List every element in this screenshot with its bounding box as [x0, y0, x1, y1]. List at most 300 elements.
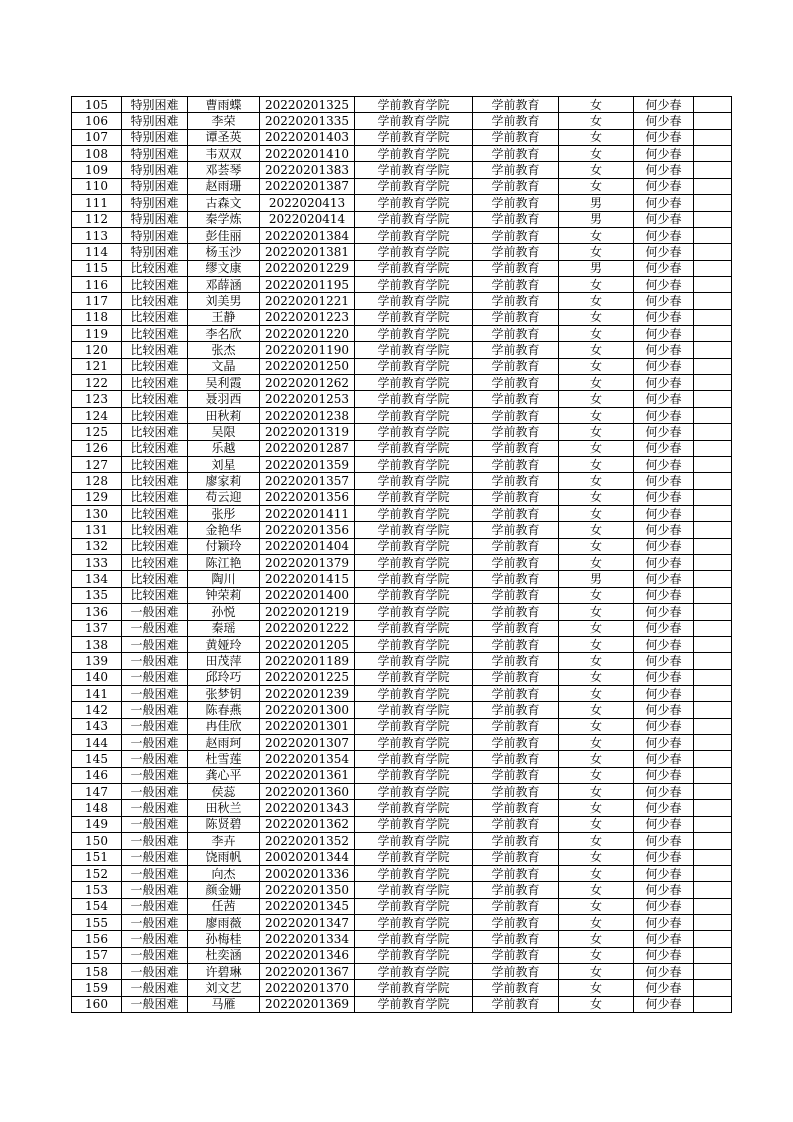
gender-cell: 女: [559, 293, 634, 309]
empty-cell: [694, 456, 732, 472]
gender-cell: 女: [559, 587, 634, 603]
difficulty-level-cell: 一般困难: [122, 882, 188, 898]
gender-cell: 女: [559, 129, 634, 145]
student-name-cell: 赵雨珊: [188, 178, 260, 194]
student-name-cell: 苟云迎: [188, 489, 260, 505]
student-name-cell: 秦学炼: [188, 211, 260, 227]
student-name-cell: 邓荟琴: [188, 162, 260, 178]
college-cell: 学前教育学院: [355, 702, 473, 718]
gender-cell: 女: [559, 636, 634, 652]
empty-cell: [694, 227, 732, 243]
empty-cell: [694, 440, 732, 456]
empty-cell: [694, 800, 732, 816]
student-id-cell: 20220201356: [260, 522, 355, 538]
row-number-cell: 114: [72, 244, 122, 260]
gender-cell: 女: [559, 947, 634, 963]
gender-cell: 女: [559, 931, 634, 947]
difficulty-level-cell: 比较困难: [122, 309, 188, 325]
row-number-cell: 151: [72, 849, 122, 865]
teacher-cell: 何少春: [634, 685, 694, 701]
student-name-cell: 金艳华: [188, 522, 260, 538]
difficulty-level-cell: 一般困难: [122, 914, 188, 930]
student-aid-table: [71, 96, 732, 1013]
gender-cell: 女: [559, 898, 634, 914]
table-row: [72, 784, 732, 800]
major-cell: 学前教育: [473, 604, 559, 620]
empty-cell: [694, 865, 732, 881]
row-number-cell: 160: [72, 996, 122, 1012]
teacher-cell: 何少春: [634, 898, 694, 914]
row-number-cell: 112: [72, 211, 122, 227]
college-cell: 学前教育学院: [355, 898, 473, 914]
major-cell: 学前教育: [473, 669, 559, 685]
row-number-cell: 133: [72, 555, 122, 571]
row-number-cell: 131: [72, 522, 122, 538]
table-row: [72, 620, 732, 636]
table-row: [72, 407, 732, 423]
major-cell: 学前教育: [473, 702, 559, 718]
difficulty-level-cell: 一般困难: [122, 604, 188, 620]
student-name-cell: 秦瑶: [188, 620, 260, 636]
table-row: [72, 931, 732, 947]
gender-cell: 女: [559, 276, 634, 292]
row-number-cell: 109: [72, 162, 122, 178]
difficulty-level-cell: 特别困难: [122, 227, 188, 243]
difficulty-level-cell: 比较困难: [122, 407, 188, 423]
empty-cell: [694, 784, 732, 800]
difficulty-level-cell: 比较困难: [122, 424, 188, 440]
college-cell: 学前教育学院: [355, 964, 473, 980]
teacher-cell: 何少春: [634, 244, 694, 260]
row-number-cell: 145: [72, 751, 122, 767]
major-cell: 学前教育: [473, 882, 559, 898]
student-id-cell: 20220201410: [260, 146, 355, 162]
difficulty-level-cell: 比较困难: [122, 522, 188, 538]
student-name-cell: 田秋莉: [188, 407, 260, 423]
student-name-cell: 赵雨珂: [188, 735, 260, 751]
student-id-cell: 20220201205: [260, 636, 355, 652]
college-cell: 学前教育学院: [355, 735, 473, 751]
major-cell: 学前教育: [473, 833, 559, 849]
teacher-cell: 何少春: [634, 97, 694, 113]
student-name-cell: 钟荣莉: [188, 587, 260, 603]
teacher-cell: 何少春: [634, 587, 694, 603]
table-row: [72, 195, 732, 211]
row-number-cell: 136: [72, 604, 122, 620]
major-cell: 学前教育: [473, 653, 559, 669]
major-cell: 学前教育: [473, 391, 559, 407]
table-row: [72, 473, 732, 489]
college-cell: 学前教育学院: [355, 751, 473, 767]
student-name-cell: 邱玲巧: [188, 669, 260, 685]
teacher-cell: 何少春: [634, 178, 694, 194]
difficulty-level-cell: 比较困难: [122, 571, 188, 587]
difficulty-level-cell: 比较困难: [122, 440, 188, 456]
table-row: [72, 604, 732, 620]
student-id-cell: 20020201336: [260, 865, 355, 881]
difficulty-level-cell: 比较困难: [122, 555, 188, 571]
empty-cell: [694, 489, 732, 505]
teacher-cell: 何少春: [634, 980, 694, 996]
difficulty-level-cell: 一般困难: [122, 718, 188, 734]
student-id-cell: 20220201229: [260, 260, 355, 276]
major-cell: 学前教育: [473, 784, 559, 800]
empty-cell: [694, 505, 732, 521]
major-cell: 学前教育: [473, 914, 559, 930]
major-cell: 学前教育: [473, 522, 559, 538]
table-row: [72, 882, 732, 898]
table-row: [72, 522, 732, 538]
row-number-cell: 122: [72, 375, 122, 391]
empty-cell: [694, 342, 732, 358]
teacher-cell: 何少春: [634, 473, 694, 489]
college-cell: 学前教育学院: [355, 555, 473, 571]
teacher-cell: 何少春: [634, 784, 694, 800]
student-name-cell: 冉佳欣: [188, 718, 260, 734]
student-id-cell: 20220201325: [260, 97, 355, 113]
row-number-cell: 155: [72, 914, 122, 930]
student-id-cell: 20220201367: [260, 964, 355, 980]
empty-cell: [694, 702, 732, 718]
table-row: [72, 309, 732, 325]
difficulty-level-cell: 一般困难: [122, 636, 188, 652]
major-cell: 学前教育: [473, 309, 559, 325]
difficulty-level-cell: 特别困难: [122, 244, 188, 260]
student-name-cell: 付颖玲: [188, 538, 260, 554]
empty-cell: [694, 473, 732, 489]
major-cell: 学前教育: [473, 375, 559, 391]
student-name-cell: 古森文: [188, 195, 260, 211]
row-number-cell: 129: [72, 489, 122, 505]
row-number-cell: 113: [72, 227, 122, 243]
row-number-cell: 110: [72, 178, 122, 194]
empty-cell: [694, 718, 732, 734]
student-id-cell: 20220201360: [260, 784, 355, 800]
table-row: [72, 964, 732, 980]
student-id-cell: 20220201352: [260, 833, 355, 849]
table-row: [72, 129, 732, 145]
student-id-cell: 20220201189: [260, 653, 355, 669]
student-id-cell: 20020201344: [260, 849, 355, 865]
row-number-cell: 139: [72, 653, 122, 669]
college-cell: 学前教育学院: [355, 505, 473, 521]
gender-cell: 女: [559, 735, 634, 751]
major-cell: 学前教育: [473, 538, 559, 554]
gender-cell: 女: [559, 996, 634, 1012]
major-cell: 学前教育: [473, 964, 559, 980]
college-cell: 学前教育学院: [355, 931, 473, 947]
table-row: [72, 211, 732, 227]
student-id-cell: 20220201350: [260, 882, 355, 898]
teacher-cell: 何少春: [634, 931, 694, 947]
teacher-cell: 何少春: [634, 702, 694, 718]
difficulty-level-cell: 比较困难: [122, 342, 188, 358]
student-name-cell: 缪文康: [188, 260, 260, 276]
student-id-cell: 20220201354: [260, 751, 355, 767]
row-number-cell: 158: [72, 964, 122, 980]
teacher-cell: 何少春: [634, 440, 694, 456]
student-name-cell: 黄娅玲: [188, 636, 260, 652]
teacher-cell: 何少春: [634, 996, 694, 1012]
teacher-cell: 何少春: [634, 833, 694, 849]
row-number-cell: 147: [72, 784, 122, 800]
gender-cell: 女: [559, 833, 634, 849]
college-cell: 学前教育学院: [355, 97, 473, 113]
college-cell: 学前教育学院: [355, 440, 473, 456]
empty-cell: [694, 669, 732, 685]
teacher-cell: 何少春: [634, 865, 694, 881]
difficulty-level-cell: 比较困难: [122, 505, 188, 521]
student-id-cell: 20220201387: [260, 178, 355, 194]
table-row: [72, 996, 732, 1012]
college-cell: 学前教育学院: [355, 636, 473, 652]
table-row: [72, 358, 732, 374]
college-cell: 学前教育学院: [355, 146, 473, 162]
empty-cell: [694, 276, 732, 292]
row-number-cell: 152: [72, 865, 122, 881]
gender-cell: 女: [559, 407, 634, 423]
college-cell: 学前教育学院: [355, 375, 473, 391]
difficulty-level-cell: 一般困难: [122, 751, 188, 767]
college-cell: 学前教育学院: [355, 473, 473, 489]
student-name-cell: 颜金姗: [188, 882, 260, 898]
empty-cell: [694, 113, 732, 129]
table-row: [72, 865, 732, 881]
table-row: [72, 538, 732, 554]
gender-cell: 女: [559, 718, 634, 734]
table-row: [72, 636, 732, 652]
empty-cell: [694, 620, 732, 636]
gender-cell: 女: [559, 146, 634, 162]
major-cell: 学前教育: [473, 146, 559, 162]
row-number-cell: 140: [72, 669, 122, 685]
college-cell: 学前教育学院: [355, 178, 473, 194]
major-cell: 学前教育: [473, 260, 559, 276]
gender-cell: 女: [559, 456, 634, 472]
empty-cell: [694, 964, 732, 980]
table-row: [72, 833, 732, 849]
student-name-cell: 侯蕊: [188, 784, 260, 800]
table-row: [72, 653, 732, 669]
table-row: [72, 227, 732, 243]
table-row: [72, 456, 732, 472]
student-id-cell: 20220201219: [260, 604, 355, 620]
college-cell: 学前教育学院: [355, 456, 473, 472]
major-cell: 学前教育: [473, 898, 559, 914]
major-cell: 学前教育: [473, 440, 559, 456]
empty-cell: [694, 178, 732, 194]
student-id-cell: 20220201415: [260, 571, 355, 587]
row-number-cell: 115: [72, 260, 122, 276]
empty-cell: [694, 129, 732, 145]
row-number-cell: 150: [72, 833, 122, 849]
empty-cell: [694, 604, 732, 620]
table-row: [72, 800, 732, 816]
empty-cell: [694, 358, 732, 374]
difficulty-level-cell: 一般困难: [122, 833, 188, 849]
college-cell: 学前教育学院: [355, 833, 473, 849]
major-cell: 学前教育: [473, 735, 559, 751]
student-name-cell: 李卉: [188, 833, 260, 849]
row-number-cell: 108: [72, 146, 122, 162]
empty-cell: [694, 97, 732, 113]
table-row: [72, 342, 732, 358]
teacher-cell: 何少春: [634, 162, 694, 178]
gender-cell: 女: [559, 489, 634, 505]
gender-cell: 女: [559, 669, 634, 685]
empty-cell: [694, 587, 732, 603]
teacher-cell: 何少春: [634, 882, 694, 898]
difficulty-level-cell: 特别困难: [122, 195, 188, 211]
difficulty-level-cell: 一般困难: [122, 653, 188, 669]
student-name-cell: 曹雨蝶: [188, 97, 260, 113]
table-row: [72, 914, 732, 930]
teacher-cell: 何少春: [634, 358, 694, 374]
difficulty-level-cell: 比较困难: [122, 456, 188, 472]
teacher-cell: 何少春: [634, 653, 694, 669]
difficulty-level-cell: 特别困难: [122, 129, 188, 145]
teacher-cell: 何少春: [634, 849, 694, 865]
student-name-cell: 陈贤碧: [188, 816, 260, 832]
major-cell: 学前教育: [473, 718, 559, 734]
row-number-cell: 116: [72, 276, 122, 292]
college-cell: 学前教育学院: [355, 587, 473, 603]
table-row: [72, 767, 732, 783]
college-cell: 学前教育学院: [355, 227, 473, 243]
teacher-cell: 何少春: [634, 735, 694, 751]
difficulty-level-cell: 特别困难: [122, 162, 188, 178]
teacher-cell: 何少春: [634, 342, 694, 358]
major-cell: 学前教育: [473, 129, 559, 145]
student-id-cell: 20220201362: [260, 816, 355, 832]
major-cell: 学前教育: [473, 505, 559, 521]
table-row: [72, 735, 732, 751]
teacher-cell: 何少春: [634, 620, 694, 636]
student-id-cell: 2022020414: [260, 211, 355, 227]
teacher-cell: 何少春: [634, 391, 694, 407]
row-number-cell: 148: [72, 800, 122, 816]
gender-cell: 女: [559, 391, 634, 407]
row-number-cell: 124: [72, 407, 122, 423]
student-name-cell: 乐越: [188, 440, 260, 456]
college-cell: 学前教育学院: [355, 424, 473, 440]
row-number-cell: 141: [72, 685, 122, 701]
student-name-cell: 张杰: [188, 342, 260, 358]
gender-cell: 女: [559, 244, 634, 260]
major-cell: 学前教育: [473, 211, 559, 227]
teacher-cell: 何少春: [634, 276, 694, 292]
college-cell: 学前教育学院: [355, 407, 473, 423]
student-name-cell: 聂羽西: [188, 391, 260, 407]
table-row: [72, 669, 732, 685]
major-cell: 学前教育: [473, 178, 559, 194]
student-name-cell: 陶川: [188, 571, 260, 587]
college-cell: 学前教育学院: [355, 276, 473, 292]
student-id-cell: 20220201239: [260, 685, 355, 701]
student-id-cell: 20220201335: [260, 113, 355, 129]
teacher-cell: 何少春: [634, 571, 694, 587]
empty-cell: [694, 751, 732, 767]
table-row: [72, 260, 732, 276]
difficulty-level-cell: 一般困难: [122, 784, 188, 800]
difficulty-level-cell: 特别困难: [122, 146, 188, 162]
table-row: [72, 980, 732, 996]
college-cell: 学前教育学院: [355, 489, 473, 505]
college-cell: 学前教育学院: [355, 669, 473, 685]
college-cell: 学前教育学院: [355, 538, 473, 554]
student-id-cell: 20220201411: [260, 505, 355, 521]
major-cell: 学前教育: [473, 996, 559, 1012]
student-id-cell: 20220201253: [260, 391, 355, 407]
student-name-cell: 田茂萍: [188, 653, 260, 669]
gender-cell: 女: [559, 162, 634, 178]
gender-cell: 女: [559, 178, 634, 194]
empty-cell: [694, 898, 732, 914]
difficulty-level-cell: 比较困难: [122, 375, 188, 391]
row-number-cell: 130: [72, 505, 122, 521]
table-row: [72, 947, 732, 963]
student-id-cell: 20220201221: [260, 293, 355, 309]
student-name-cell: 廖家莉: [188, 473, 260, 489]
row-number-cell: 123: [72, 391, 122, 407]
college-cell: 学前教育学院: [355, 767, 473, 783]
empty-cell: [694, 947, 732, 963]
empty-cell: [694, 555, 732, 571]
student-name-cell: 邓薛涵: [188, 276, 260, 292]
difficulty-level-cell: 特别困难: [122, 97, 188, 113]
gender-cell: 女: [559, 555, 634, 571]
student-id-cell: 20220201359: [260, 456, 355, 472]
gender-cell: 女: [559, 358, 634, 374]
college-cell: 学前教育学院: [355, 784, 473, 800]
gender-cell: 女: [559, 309, 634, 325]
row-number-cell: 157: [72, 947, 122, 963]
student-id-cell: 20220201384: [260, 227, 355, 243]
difficulty-level-cell: 一般困难: [122, 816, 188, 832]
empty-cell: [694, 162, 732, 178]
empty-cell: [694, 424, 732, 440]
major-cell: 学前教育: [473, 456, 559, 472]
college-cell: 学前教育学院: [355, 211, 473, 227]
teacher-cell: 何少春: [634, 456, 694, 472]
college-cell: 学前教育学院: [355, 293, 473, 309]
difficulty-level-cell: 一般困难: [122, 931, 188, 947]
difficulty-level-cell: 一般困难: [122, 669, 188, 685]
college-cell: 学前教育学院: [355, 391, 473, 407]
row-number-cell: 105: [72, 97, 122, 113]
empty-cell: [694, 309, 732, 325]
major-cell: 学前教育: [473, 800, 559, 816]
gender-cell: 女: [559, 505, 634, 521]
student-id-cell: 20220201361: [260, 767, 355, 783]
row-number-cell: 146: [72, 767, 122, 783]
table-row: [72, 326, 732, 342]
teacher-cell: 何少春: [634, 800, 694, 816]
empty-cell: [694, 816, 732, 832]
teacher-cell: 何少春: [634, 211, 694, 227]
teacher-cell: 何少春: [634, 424, 694, 440]
college-cell: 学前教育学院: [355, 358, 473, 374]
major-cell: 学前教育: [473, 407, 559, 423]
student-name-cell: 刘文艺: [188, 980, 260, 996]
major-cell: 学前教育: [473, 424, 559, 440]
gender-cell: 女: [559, 865, 634, 881]
student-id-cell: 20220201238: [260, 407, 355, 423]
college-cell: 学前教育学院: [355, 309, 473, 325]
student-id-cell: 20220201369: [260, 996, 355, 1012]
row-number-cell: 137: [72, 620, 122, 636]
gender-cell: 男: [559, 195, 634, 211]
